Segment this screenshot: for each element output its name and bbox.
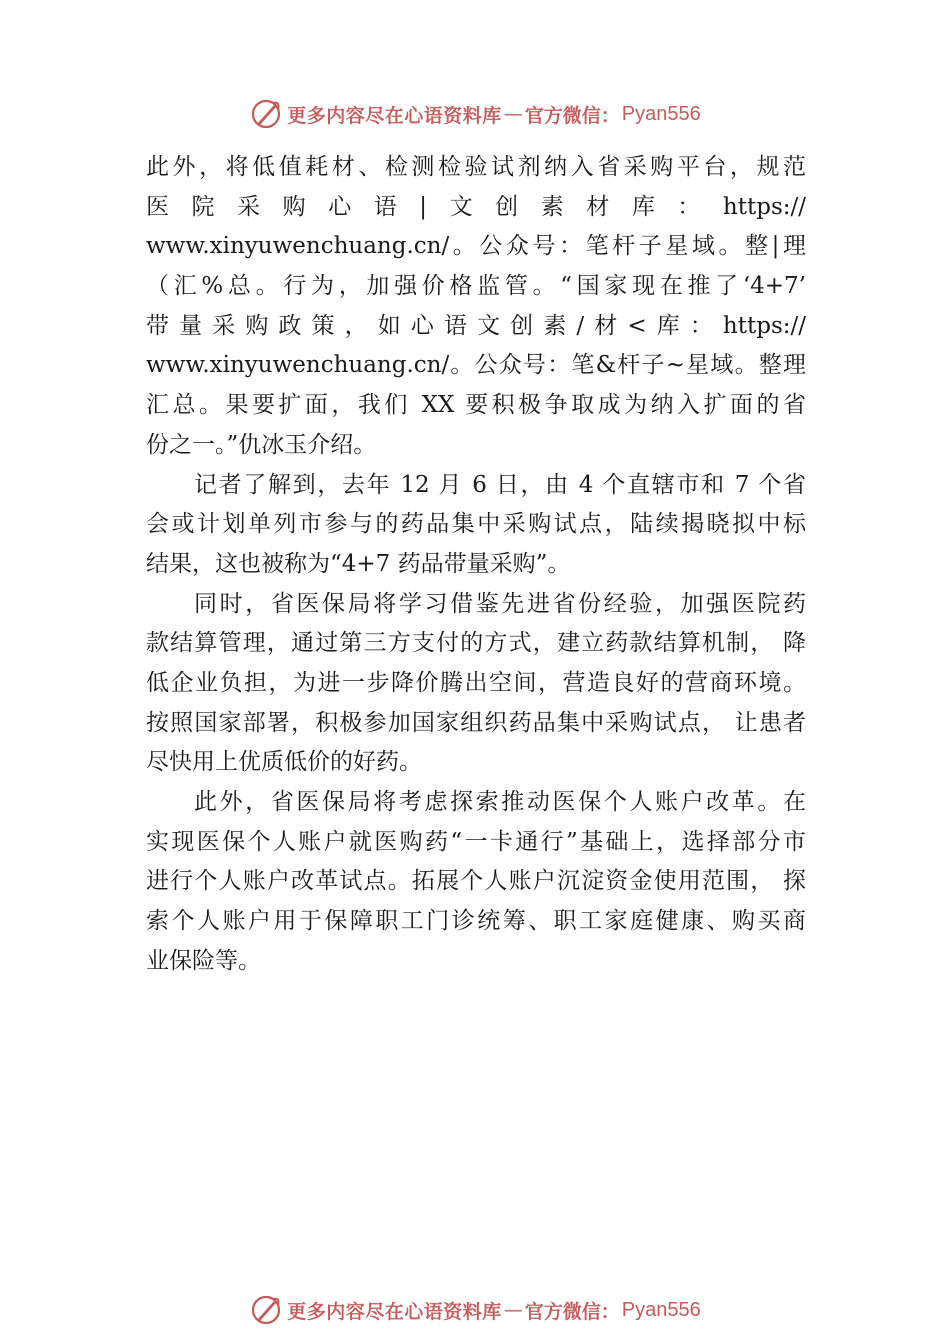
text-line: （汇%总。行为，加强价格监管。“国家现在推了‘4+7’ — [146, 273, 806, 300]
text-line: 带量采购政策，如心语文创素/材<库：https:// — [146, 312, 806, 339]
banner-wechat-label: 官方微信： — [524, 104, 620, 127]
banner-wechat-label: 官方微信： — [524, 1300, 620, 1323]
text-line: 此外，省医保局将考虑探索推动医保个人账户改革。在 — [194, 789, 806, 815]
text-line: 实现医保个人账户就医购药“一卡通行”基础上，选择部分市 — [146, 828, 806, 855]
header-banner — [0, 94, 950, 134]
text-line: 会或计划单列市参与的药品集中采购试点，陆续揭晓拟中标 — [146, 511, 806, 538]
text-line: 汇总。果要扩面，我们 XX 要积极争取成为纳入扩面的省 — [146, 392, 806, 419]
text-line: 结果，这也被称为“4+7 药品带量采购”。 — [146, 550, 571, 577]
text-line: 款结算管理，通过第三方支付的方式，建立药款结算机制， 降 — [146, 630, 806, 657]
text-line: 医院采购心语|文创素材库：https:// — [146, 193, 806, 220]
quill-seal-icon — [249, 1293, 283, 1327]
quill-seal-icon — [249, 97, 283, 131]
text-line: 同时，省医保局将学习借鉴先进省份经验，加强医院药 — [194, 590, 806, 617]
banner-title: 更多内容尽在心语资料库 — [287, 104, 502, 127]
text-line: 低企业负担，为进一步降价腾出空间，营造良好的营商环境。 — [146, 669, 806, 696]
text-line: 业保险等。 — [146, 947, 261, 974]
text-line: 按照国家部署，积极参加国家组织药品集中采购试点， 让患者 — [146, 709, 806, 736]
banner-dash: — — [503, 103, 523, 125]
text-line: 份之一。”仇冰玉介绍。 — [146, 431, 377, 458]
banner-account: Pyan556 — [621, 1298, 701, 1321]
text-line: 进行个人账户改革试点。拓展个人账户沉淀资金使用范围， 探 — [146, 868, 806, 895]
text-line: www.xinyuwenchuang.cn/。公众号：笔杆子星域。整|理 — [146, 233, 806, 260]
text-line: 索个人账户用于保障职工门诊统筹、职工家庭健康、购买商 — [146, 908, 806, 935]
banner-title: 更多内容尽在心语资料库 — [287, 1300, 502, 1323]
footer-banner — [0, 1290, 950, 1330]
text-line: 此外，将低值耗材、检测检验试剂纳入省采购平台，规范 — [146, 154, 806, 180]
banner-account: Pyan556 — [621, 102, 701, 125]
banner-dash: — — [503, 1299, 523, 1321]
text-line: www.xinyuwenchuang.cn/。公众号：笔&杆子~星域。整理 — [146, 352, 806, 379]
text-line: 尽快用上优质低价的好药。 — [146, 749, 422, 776]
document-body — [146, 148, 806, 981]
text-line: 记者了解到，去年 12 月 6 日，由 4 个直辖市和 7 个省 — [194, 471, 806, 498]
